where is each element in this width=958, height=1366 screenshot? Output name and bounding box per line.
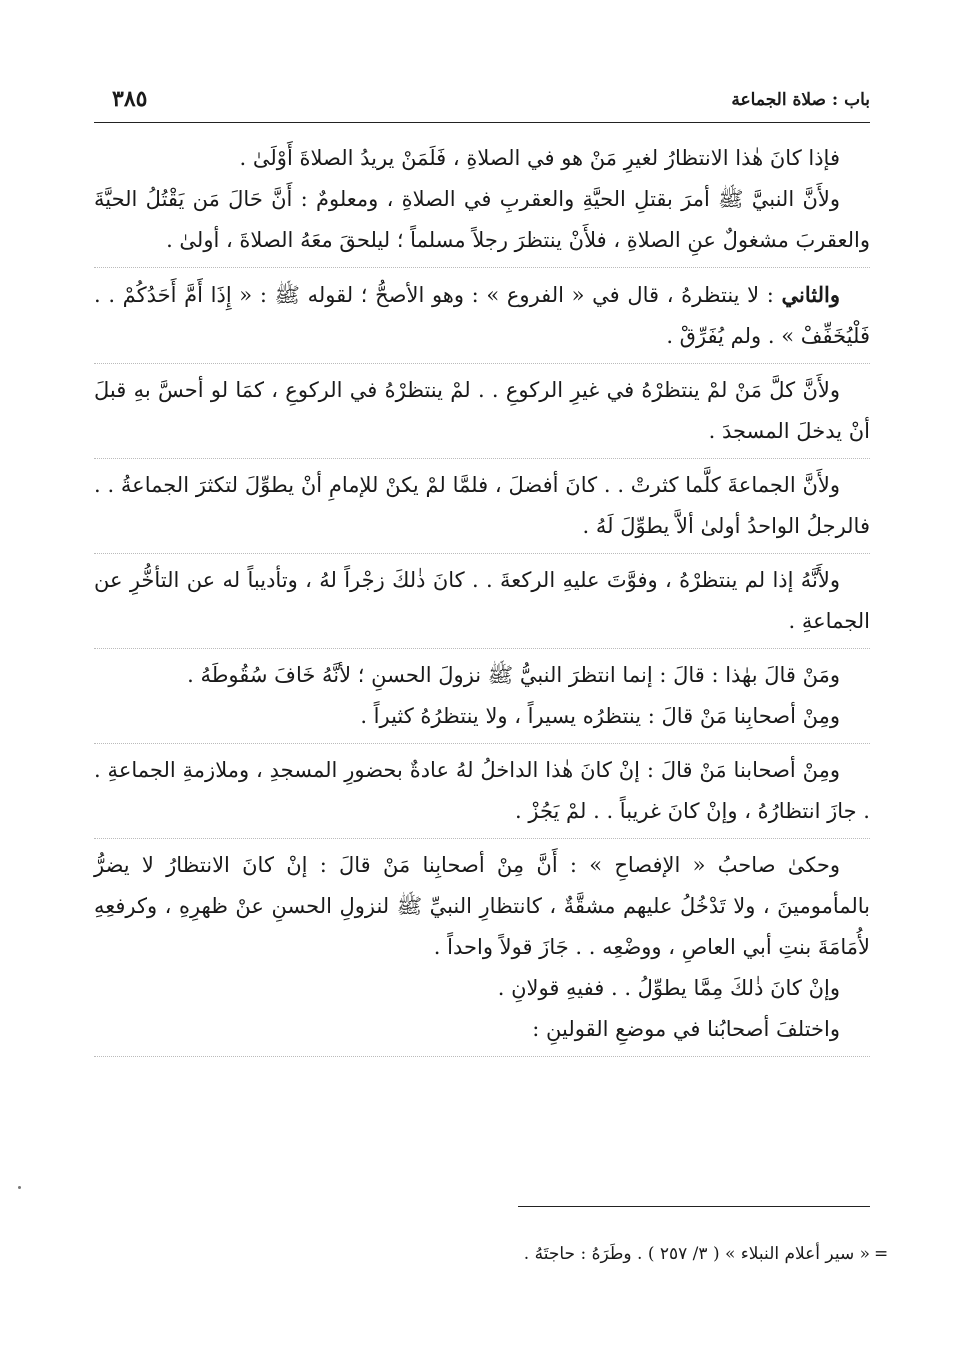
footnote-text: « سير أعلام النبلاء » ( ٣/ ٢٥٧ ) . وطَرَهُ : حاجتَهُ . (523, 1244, 870, 1264)
chapter-title: باب : صلاة الجماعة (731, 90, 870, 110)
paragraph: وحكىٰ صاحبُ « الإفصاحِ » : أَنَّ مِنْ أصحابِنا مَنْ قالَ : إنْ كانَ الانتظارُ لا يضرُّ بالمأمومينَ ، ولا تَدْخُلُ عليهم مشقَّةٌ ، كانتظارِ النبيِّ ﷺ لنزولِ الحسنِ عنْ ظهرِهِ ، وكرفعِهِ لأُمَامَةَ بنتِ أبي العاصِ ، ووضْعِه . . جَازَ قولاً واحداً . (94, 838, 870, 968)
paragraph: ولأَنَّ كلَّ مَنْ لمْ ينتظرْهُ في غيرِ الركوعِ . . لمْ ينتظرْهُ في الركوعِ ، كمَا لو أحسَّ بهِ قبلَ أنْ يدخلَ المسجدَ . (94, 363, 870, 452)
paragraph-text: : لا ينتظرهُ ، قال في « الفروع » : وهو الأصحُّ ؛ لقوله ﷺ : « إِذَا أَمَّ أَحَدُكُمْ . . فَلْيُخَفِّفْ » . ولم يُفَرِّقْ . (94, 283, 870, 348)
main-text (94, 138, 870, 1057)
paragraph: ومِنْ أصحابنا مَنْ قالَ : إنْ كانَ هٰذا الداخلُ لهُ عادةٌ بحضورِ المسجدِ ، وملازمةِ الجماعةِ . . جازَ انتظارُهُ ، وإنْ كانَ غريباً . . لمْ يَجُزْ . (94, 743, 870, 832)
footnote-marker: = (874, 1244, 889, 1264)
paragraph: ومِنْ أصحابِنا مَنْ قالَ : ينتظرُه يسيراً ، ولا ينتظرُهُ كثيراً . (360, 704, 840, 728)
header-divider (94, 122, 870, 123)
paragraph: ولأَنَّهُ إذا لم ينتظرْهُ ، وفوَّتَ عليهِ الركعةَ . . كانَ ذٰلكَ زجْراً لهُ ، وتأديباً له عن التأخُّرِ عن الجماعةِ . (94, 553, 870, 642)
paragraph: وإنْ كانَ ذٰلكَ مِمَّا يطوِّلُ . . ففيهِ قولانِ . (497, 976, 840, 1000)
paragraph: فإذا كانَ هٰذا الانتظارُ لغيرِ مَنْ هو في الصلاةِ ، فَلَمَنْ يريدُ الصلاةَ أَوْلَىٰ . (239, 146, 840, 170)
paragraph: واختلفَ أصحابُنا في موضعِ القولينِ : (94, 1009, 870, 1057)
paragraph: ولأَنَّ الجماعةَ كلَّما كثرتْ . . كانَ أفضلَ ، فلمَّا لمْ يكنْ للإمامِ أنْ يطوِّلَ لتكثرَ الجماعةُ . . فالرجلُ الواحدُ أولىٰ ألاَّ يطوِّلَ لَهُ . (94, 458, 870, 547)
footnote (94, 1240, 889, 1268)
footnote-divider (518, 1206, 870, 1207)
paragraph-lead: والثاني (781, 282, 840, 307)
scan-speck (18, 1186, 21, 1189)
paragraph: ولأَنَّ النبيَّ ﷺ أمرَ بقتلِ الحيَّةِ والعقربِ في الصلاةِ ، ومعلومٌ : أَنَّ حَالَ مَن يَقْتُلُ الحيَّةَ والعقربَ مشغولٌ عنِ الصلاةِ ، فلأَنْ ينتظرَ رجلاً مسلماً ؛ ليلحقَ معَهُ الصلاةَ ، أولىٰ . (94, 187, 870, 252)
paragraph: ومَنْ قالَ بهٰذا : قالَ : إنما انتظرَ النبيُّ ﷺ نزولَ الحسنِ ؛ لأنَّهُ خَافَ سُقُوطَهُ . (94, 648, 870, 696)
running-header (94, 84, 870, 120)
paragraph (94, 267, 870, 357)
page-number: ٣٨٥ (112, 86, 148, 112)
